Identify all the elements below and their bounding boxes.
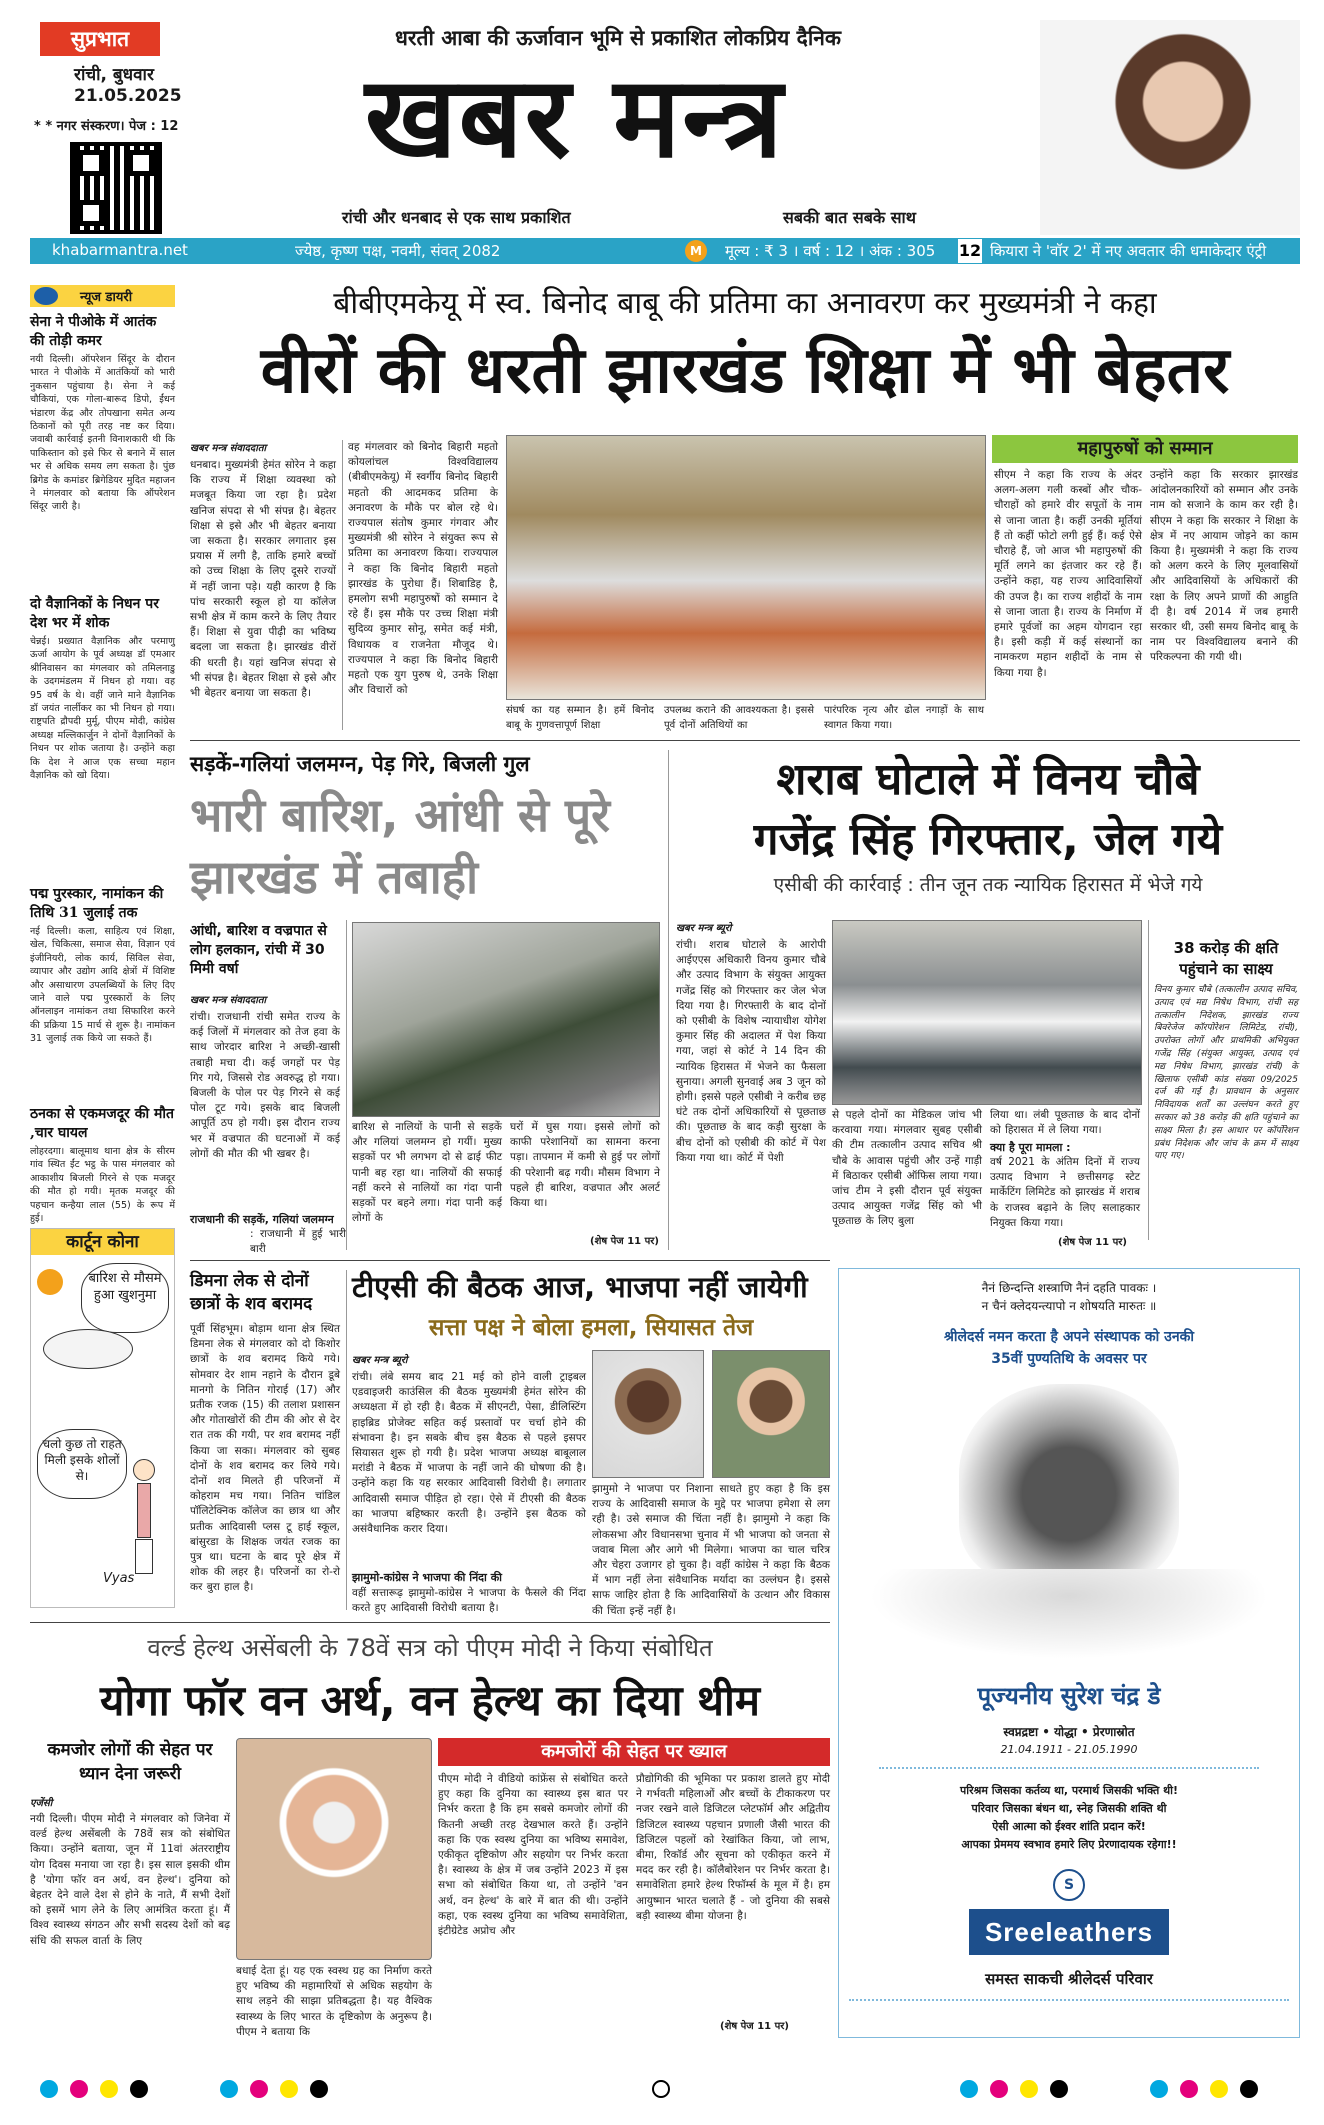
sidebar-item-1-title: सेना ने पीओके में आतंक की तोड़ी कमर	[30, 314, 157, 349]
cartoonist-signature: Vyas	[103, 1571, 135, 1586]
rain-col-1: रांची। राजधानी रांची समेत राज्य के कई जिलों में मंगलवार को तेज हवा के साथ जोरदार बारिश ने अच्छी-खासी तबाही मचा दी। कई जगहों पर पेड़ गिर गये, जिससे रोड अवरुद्ध हो गया। बिजली के पोल पर पेड़ गिरने से कई पोल टूट गये। इसके बाद बिजली आपूर्ति ठप हो गयी। इस दौरान राज्य भर में वज्रपात की घटनाओं में कई लोगों की मौत की भी खबर है।	[190, 1011, 340, 1160]
sub-tagline-right: सबकी बात सबके साथ	[783, 208, 916, 227]
rain-col-1b: : राजधानी में हुई भारी बारी	[250, 1228, 346, 1256]
edition-info: * * नगर संस्करण। पेज : 12	[34, 119, 179, 134]
sidebar-item-3-title: पद्म पुरस्कार, नामांकन की तिथि 31 जुलाई तक	[30, 886, 164, 921]
sub-tagline-left: रांची और धनबाद से एक साथ प्रकाशित	[342, 208, 571, 227]
portrait-sketch	[959, 1384, 1179, 1584]
liquor-headline-2: गजेंद्र सिंह गिरफ्तार, जेल गये	[753, 814, 1223, 865]
rain-headline: भारी बारिश, आंधी से पूरे झारखंड में तबाही	[190, 788, 610, 904]
yoga-side-headline: कमजोर लोगों की सेहत पर ध्यान देना जरूरी	[47, 1740, 213, 1784]
registration-marks	[0, 2070, 1324, 2110]
yoga-byline: एजेंसी	[30, 1798, 53, 1809]
rain-subhead-2: राजधानी की सड़कें, गलियां जलमग्न	[190, 1213, 334, 1226]
yoga-col-4: प्रौद्योगिकी की भूमिका पर प्रकाश डालते हुए मोदी ने गर्भवती महिलाओं और बच्चों के टीकाकरण पर नजर रखने वाले डिजिटल प्लेटफॉर्म और अद्वितीय डिजिटल स्वास्थ्य पहचान प्रणाली जैसी भारत की डिजिटल पहलों को रेखांकित किया, जो लाभ, बीमा, रिकॉर्ड और सूचना को एकीकृत करने में मदद कर रही है। कॉलैबोरेशन पर निर्भर करता है। समावेशिता हमारे हेल्थ रिफॉर्म्स के मूल में है। हम आयुष्मान भारत चलाते हैं - जो दुनिया की सबसे बड़ी स्वास्थ्य बीमा योजना है।	[636, 1773, 830, 1922]
cartoon-header: कार्टून कोना	[31, 1229, 174, 1255]
sidebar-item-2-title: दो वैज्ञानिकों के निधन पर देश भर में शोक	[30, 596, 159, 631]
arrest-photo	[832, 920, 1142, 1105]
teaser-text[interactable]: कियारा ने 'वॉर 2' में नए अवतार की धमाकेदार एंट्री	[990, 242, 1267, 260]
news-diary-header	[30, 285, 175, 307]
yoga-col-1: नयी दिल्ली। पीएम मोदी ने मंगलवार को जिनेवा में वर्ल्ड हेल्थ असेंबली के 78वें सत्र को संबोधित किया। उन्होंने बताया, जून में 11वां अंतरराष्ट्रीय योग दिवस मनाया जा रहा है। इस साल इसकी थीम है 'योगा फॉर वन अर्थ, वन हेल्थ'। दुनिया को बेहतर देने वाले देश से होने के नाते, मैं सभी देशों को इसमें भाग लेने के लिए आमंत्रित करता हूं। मैं विश्व स्वास्थ्य संगठन और सभी सदस्य देशों को बढ़ संधि की सफल वार्ता के लिए	[30, 1813, 230, 1947]
statue-unveiling-photo	[506, 435, 986, 700]
liquor-col-3: लिया था। लंबी पूछताछ के बाद दोनों को हिरासत में ले लिया गया।	[990, 1109, 1140, 1137]
news-diary-sidebar	[30, 285, 175, 1235]
mahapurush-col-1: सीएम ने कहा कि राज्य के अंदर अलग-अलग गली कस्बों और चौक-चौराहों को हमारे वीर सपूतों के नाम से जाना जाता है। कहीं उनकी मूर्तियां हैं तो कहीं फोटो लगी हुई हैं। कई ऐसे चौराहे हैं, जो आज भी महापुरुषों की मूर्ति लगने का इंतजार कर रहे हैं। उन्होंने कहा, यह राज्य आदिवासियों की उपज है। का राज्य शहीदों के नाम से जाना जाता है। राज्य के निर्माण में हमारे पूर्वजों का अहम योगदान रहा है। इसी कड़ी में कई संस्थानों का नामकरण महान शहीदों के नाम से किया गया है।	[994, 469, 1142, 679]
issue-date: 21.05.2025	[74, 86, 182, 106]
liquor-col-3b: वर्ष 2021 के अंतिम दिनों में राज्य उत्पाद विभाग ने छत्तीसगढ़ स्टेट मार्केटिंग लिमिटेड को झारखंड में शराब के राजस्व बढ़ाने के लिए सलाहकार नियुक्त किया गया।	[990, 1156, 1140, 1229]
masthead	[0, 0, 1324, 270]
yoga-kicker: वर्ल्ड हेल्थ असेंबली के 78वें सत्र को पीएम मोदी ने किया संबोधित	[147, 1634, 713, 1662]
liquor-continued: (शेष पेज 11 पर)	[1058, 1237, 1127, 1248]
tac-col-2: झामुमो ने भाजपा पर निशाना साधते हुए कहा है कि इस राज्य के आदिवासी समाज के मुद्दे पर भाजपा हमेशा से लग रही है। उसे समाज की चिंता नहीं है। झामुमो ने कहा कि लोकसभा और विधानसभा चुनाव में भी भाजपा को जनता से जवाब मिला और आगे भी मिलेगा। भाजपा का चाल चरित्र और चेहरा उजागर हो चुका है। वहीं कांग्रेस ने कहा कि बैठक में भाग नहीं लेना संवैधानिक मर्यादा का उल्लंघन है। इससे साफ जाहिर होता है कि आदिवासियों के उत्थान और विकास की चिंता इन्हें नहीं है।	[592, 1483, 830, 1617]
tac-headline: टीएसी की बैठक आज, भाजपा नहीं जायेगी	[352, 1270, 808, 1304]
tribute-intro-2: 35वीं पुण्यतिथि के अवसर पर	[991, 1351, 1147, 1367]
city-day: रांची, बुधवार	[74, 65, 154, 85]
cloud-drawing	[43, 1329, 133, 1369]
qr-code	[70, 142, 162, 234]
liquor-col-1: रांची। शराब घोटाले के आरोपी आईएएस अधिकारी विनय कुमार चौबे और उत्पाद विभाग के संयुक्त आयुक्त गजेंद्र सिंह को गिरफ्तार कर जेल भेज दिया गया है। गिरफ्तारी के बाद दोनों को एसीबी के विशेष न्यायाधीश योगेश कुमार सिंह की अदालत में पेश किया गया, जहां से कोर्ट ने 14 दिन की न्यायिक हिरासत में भेजने का फैसला सुनाया। अगली सुनवाई अब 3 जून को होगी। इससे पहले एसीबी ने करीब छह घंटे तक दोनों अधिकारियों से पूछताछ की। पूछताछ के बाद कड़ी सुरक्षा के बीच दोनों को एसीबी की कोर्ट में पेश किया गया था। कोर्ट में पेशी	[676, 939, 826, 1164]
lead-col-2: वह मंगलवार को बिनोद बिहारी महतो कोयलांचल विश्वविद्यालय (बीबीएमकेयू) में स्वर्गीय बिनोद बिहारी महतो की आदमकद प्रतिमा के अनावरण के मौके पर बोल रहे थे। राज्यपाल संतोष कुमार गंगवार और मुख्यमंत्री श्री सोरेन ने संयुक्त रूप से प्रतिमा का अनावरण किया। राज्यपाल ने कहा कि बिनोद बिहारी महतो झारखंड के पुरोधा हैं। शिबाडिह है, हमलोग सभी महापुरुषों को सम्मान दे रहे हैं। इस मौके पर उच्च शिक्षा मंत्री सुदिव्य कुमार सोनू, समेत कई मंत्री, विधायक व राजनेता मौजूद थे। राज्यपाल ने कहा कि बिनोद बिहारी महतो एक युग पुरुष थे, उनके शिक्षा और विचारों को	[348, 441, 498, 697]
tribute-roles: स्वप्नद्रष्टा • योद्धा • प्रेरणास्रोत	[1003, 1725, 1135, 1739]
teaser-page-number: 12	[958, 239, 982, 263]
yoga-headline: योगा फॉर वन अर्थ, वन हेल्थ का दिया थीम	[100, 1676, 760, 1725]
tac-col-1b: वहीं सत्तारूढ़ झामुमो-कांग्रेस ने भाजपा के फैसले की निंदा करते हुए आदिवासी विरोधी बताया है।	[352, 1587, 586, 1615]
cartoon-bubble-2: चलो कुछ तो राहत मिली इसके शोलों से।	[37, 1429, 127, 1499]
sidebar-item-2-body: चेन्नई। प्रख्यात वैज्ञानिक और परमाणु ऊर्जा आयोग के पूर्व अध्यक्ष डॉ एमआर श्रीनिवासन का मंगलवार को तमिलनाडु के उदगमंडलम में निधन हो गया। वह 95 वर्ष के थे। वहीं जाने माने वैज्ञानिक डॉ जयंत नार्लीकर का भी निधन हो गया। राष्ट्रपति द्रौपदी मुर्मू, पीएम मोदी, कांग्रेस अध्यक्ष मल्लिकार्जुन ने दोनों वैज्ञानिकों के निधन पर शोक जताया है। उन्होंने कहा कि देश ने आज एक सच्चा महान वैज्ञानिक को खो दिया।	[30, 636, 175, 782]
rain-col-2: बारिश से नालियों के पानी से सड़कें और गलियां जलमग्न हो गयीं। मुख्य सड़कों पर भी लगभग दो से ढाई फीट पानी बह रहा था। नालियों की सफाई नहीं करने से नालियों का गंदा पानी सड़कों पर बहने लगा। गंदा पानी कई लोगों के	[352, 1121, 502, 1225]
shloka-line-1: नैनं छिन्दन्ति शस्त्राणि नैनं दहति पावकः ।	[981, 1281, 1157, 1295]
liquor-kicker: एसीबी की कार्रवाई : तीन जून तक न्यायिक हिरासत में भेजे गये	[773, 874, 1203, 896]
lead-headline: वीरों की धरती झारखंड शिक्षा में भी बेहतर	[260, 334, 1230, 408]
babulal-marandi-photo	[712, 1350, 830, 1478]
cartoon-logo-icon	[37, 1269, 63, 1295]
tac-byline: खबर मन्त्र ब्यूरो	[352, 1355, 408, 1366]
website-link[interactable]: khabarmantra.net	[52, 241, 188, 259]
liquor-byline: खबर मन्त्र ब्यूरो	[676, 923, 732, 934]
panchang: ज्येष्ठ, कृष्ण पक्ष, नवमी, संवत् 2082	[295, 242, 501, 260]
cartoon-bubble-1: बारिश से मौसम हुआ खुशनुमा	[81, 1263, 169, 1333]
portrait-cloud	[869, 1569, 1269, 1659]
yoga-col-2: बधाई देता हूं। यह एक स्वस्थ ग्रह का निर्माण करते हुए भविष्य की महामारियों से अधिक सहयोग के साथ लड़ने की साझा प्रतिबद्धता है। यह वैश्विक स्वास्थ्य के लिए भारत के दृष्टिकोण के अनुरूप है। पीएम ने बताया कि	[236, 1965, 432, 2038]
fallen-tree-photo	[352, 922, 660, 1117]
tribute-quote-1: परिश्रम जिसका कर्तव्य था, परमार्थ जिसकी भक्ति थी!	[959, 1784, 1179, 1797]
sidebar-item-3-body: नई दिल्ली। कला, साहित्य एवं शिक्षा, खेल, चिकित्सा, समाज सेवा, विज्ञान एवं इंजीनियरी, लोक कार्य, सिविल सेवा, व्यापार और उद्योग आदि क्षेत्रों में विशिष्ट और असाधारण उपलब्धियों के लिए दिए जाने वाले पद्म पुरस्कारों के लिए ऑनलाइन नामांकन तथा सिफारिश करने की प्रक्रिया 15 मार्च से शुरू है। नामांकन 31 जुलाई तक किये जा सकते हैं।	[30, 926, 175, 1045]
tribute-quote-2: परिवार जिसका बंधन था, स्नेह जिसकी शक्ति थी	[971, 1802, 1167, 1815]
tribute-quote-4: आपका प्रेममय स्वभाव हमारे लिए प्रेरणादायक रहेगा!!	[961, 1838, 1177, 1851]
tribute-name: पूज्यनीय सुरेश चंद्र डे	[977, 1682, 1161, 1710]
tac-subhead: सत्ता पक्ष ने बोला हमला, सियासत तेज	[428, 1315, 754, 1341]
liquor-col-3-subhead: क्या है पूरा मामला :	[990, 1141, 1071, 1154]
cartoon-figure	[123, 1459, 163, 1579]
tribute-bottom-border	[849, 1999, 1289, 2001]
teaser-photo	[1040, 20, 1300, 235]
liquor-side-body: विनय कुमार चौबे (तत्कालीन उत्पाद सचिव, उत्पाद एवं मद्य निषेध विभाग, रांची सह तत्कालीन निदेशक, झारखंड राज्य बिवरेजेज कॉरपोरेशन लिमिटेड, रांची), उपरोक्त लोगों और प्राथमिकी अभियुक्त गजेंद्र सिंह (संयुक्त आयुक्त, उत्पाद एवं मद्य निषेध विभाग, झारखंड रांची) के खिलाफ एसीबी कांड संख्या 09/2025 दर्ज की गई है। प्रावधान के अनुसार निविदायक शर्तों का उल्लंघन करते हुए सरकार को 38 करोड़ की क्षति पहुंचाने का साक्ष्य मिला है। इस आधार पर कॉर्पोरेशन प्रबंध निदेशक और जांच के क्रम में साक्ष्य पाए गए।	[1154, 985, 1298, 1162]
tac-subhead-2: झामुमो-कांग्रेस ने भाजपा की निंदा की	[352, 1571, 503, 1584]
tribute-dates: 21.04.1911 - 21.05.1990	[1000, 1743, 1138, 1756]
brand-emblem-icon: S	[1053, 1869, 1085, 1901]
liquor-side-title: 38 करोड़ की क्षति पहुंचाने का साक्ष्य	[1173, 939, 1279, 978]
rain-subhead: आंधी, बारिश व वज्रपात से लोग हलकान, रांची में 30 मिमी वर्षा	[190, 923, 327, 977]
rain-kicker: सड़कें-गलियां जलमग्न, पेड़ गिरे, बिजली गुल	[190, 752, 530, 776]
dimna-body: पूर्वी सिंहभूम। बोड़ाम थाना क्षेत्र स्थित डिमना लेक से मंगलवार को दो किशोर छात्रों के शव बरामद किये गये। सोमवार देर शाम नहाने के दौरान डूबे मानगो के नितिन गोराई (17) और प्रतीक रजक (15) की तलाश प्रशासन और गोताखोरों की टीम की ओर से देर रात तक की गयी, पर शव बरामद नहीं किया जा सका। मंगलवार को सुबह दोनों के शव बरामद कर लिये गये। दोनों शव मिलते ही परिजनों में कोहराम मच गया। नितिन चांडिल पॉलिटेक्निक कॉलेज का छात्र था और प्रतीक आदिवासी प्लस टू हाई स्कूल, बांसुरडा के शिक्षक जयंत रजक का पुत्र था। घटना के बाद पूरे क्षेत्र में शोक की लहर है। परिजनों का रो-रो कर बुरा हाल है।	[190, 1323, 340, 1594]
tribute-quote-3: ऐसी आत्मा को ईश्वर शांति प्रदान करें!	[992, 1820, 1146, 1833]
sidebar-item-4-title: ठनका से एकमजदूर की मौत ,चार घायल	[30, 1106, 175, 1141]
tagline-top: धरती आबा की ऊर्जावान भूमि से प्रकाशित लोकप्रिय दैनिक	[395, 26, 842, 50]
sidebar-item-1-body: नयी दिल्ली। ऑपरेशन सिंदूर के दौरान भारत ने पीओके में आतंकियों को भारी नुकसान पहुंचाया है। सेना ने कई चौकियां, एक गोला-बारूद डिपो, ईंधन भंडारण केंद्र और तोपखाना समेत अन्य ठिकानों को पूरी तरह नष्ट कर दिया। जवाबी कार्रवाई इतनी विनाशकारी थी कि पाकिस्तान को इसे फिर से बनाने में साल भर से अधिक समय लग सकता है। पुंछ ब्रिगेड के कमांडर ब्रिगेडियर मुदित महाजन ने मंगलवार को बताया कि ऑपरेशन सिंदूर जारी है।	[30, 354, 175, 513]
cartoon-corner	[30, 1228, 175, 1608]
sidebar-item-4-body: लोहरदगा। बालूमाथ थाना क्षेत्र के सीरम गांव स्थित ईंट भट्ठ के पास मंगलवार को आकाशीय बिजली गिरने से एक मजदूर की मौत हो गयी। मृतक मजदूर की पहचान कन्हैया लाल (55) के रूप में हुई।	[30, 1146, 175, 1225]
lead-byline: खबर मन्त्र संवाददाता	[190, 443, 267, 454]
liquor-headline-1: शराब घोटाले में विनय चौबे	[776, 754, 1200, 805]
lead-col-3: संघर्ष का यह सम्मान है। हमें बिनोद बाबू के गुणवत्तापूर्ण शिक्षा	[506, 705, 654, 731]
lead-col-5: पारंपरिक नृत्य और ढोल नगाड़ों के साथ स्वागत किया गया।	[824, 705, 984, 731]
mahapurush-col-2: उन्होंने कहा कि सरकार झारखंड आंदोलनकारियों को सम्मान और उनके नाम को सजाने के काम कर रही है। सीएम ने कहा कि सरकार ने शिक्षा के क्षेत्र में नए आयाम जोड़ने का काम किया है। मुख्यमंत्री ने कहा कि राज्य को अलग करने के लिए मूलवासियों और आदिवासियों के अधिकारों की रक्षा के लिए अपने प्राणों की आहुति दी है। वर्ष 2014 में जब हमारी सरकार थी, उसी समय बिनोद बाबू के नाम पर विश्वविद्यालय बनाने की परिकल्पना की गयी थी।	[1150, 469, 1298, 664]
price-info: मूल्य : ₹ 3 । वर्ष : 12 । अंक : 305	[725, 242, 936, 260]
shloka-line-2: न चैनं क्लेदयन्त्यापो न शोषयति मारुतः ॥	[981, 1299, 1157, 1313]
tribute-intro-1: श्रीलेदर्स नमन करता है अपने संस्थापक को उनकी	[944, 1329, 1194, 1345]
brand-logo: Sreeleathers	[969, 1909, 1169, 1955]
pm-modi-photo	[236, 1738, 432, 1960]
yoga-col-3: पीएम मोदी ने वीडियो कांफ्रेंस से संबोधित करते हुए कहा कि दुनिया का स्वास्थ्य इस बात पर निर्भर करता है कि हम सबसे कमजोर लोगों की कितनी अच्छी तरह देखभाल करते हैं। उन्होंने कहा कि एक स्वस्थ दुनिया का भविष्य समावेश, एकीकृत दृष्टिकोण और सहयोग पर निर्भर करता है। स्वास्थ्य के क्षेत्र में जब उन्होंने 2023 में इस सभा को संबोधित किया था, तो उन्होंने 'वन अर्थ, वन हेल्थ' के बारे में बात की थी। उन्होंने कहा, एक स्वस्थ दुनिया का भविष्य समावेशिता, इंटीग्रेटेड अप्रोच और	[438, 1773, 628, 1938]
crosshair-icon	[652, 2080, 670, 2098]
dimna-headline: डिमना लेक से दोनों छात्रों के शव बरामद	[190, 1271, 313, 1314]
rain-col-3: घरों में घुस गया। इससे लोगों को काफी परेशानियों का सामना करना पड़ा। तापमान में कमी से हुई पर लोगों की परेशानी बढ़ गयी। मौसम विभाग ने पहले ही बारिश, वज्रपात और अलर्ट किया था।	[510, 1121, 660, 1210]
yoga-box-header: कमजोरों की सेहत पर ख्याल	[438, 1738, 830, 1766]
news-diary-title: न्यूज डायरी	[80, 290, 133, 305]
tribute-advertisement	[838, 1268, 1300, 2038]
mahapurush-header: महापुरुषों को सम्मान	[992, 435, 1298, 463]
tac-col-1: रांची। लंबे समय बाद 21 मई को होने वाली ट्राइबल एडवाइजरी काउंसिल की बैठक मुख्यमंत्री हेमंत सोरेन की अध्यक्षता में हो रही है। बैठक में सीएनटी, पेसा, डीलिस्टिंग हाइब्रिड प्रोजेक्ट सहित कई प्रस्तावों पर चर्चा होने की संभावना है। इन सबके बीच इस बैठक से पहले इसपर सियासत शुरू हो गयी है। प्रदेश भाजपा अध्यक्ष बाबूलाल मरांडी ने बैठक में भाजपा के नहीं जाने की घोषणा की है। उन्होंने कहा कि यह सरकार आदिवासी विरोधी है। लगातार आदिवासी समाज पीड़ित हो रहा। ऐसे में टीएसी की बैठक का भाजपा बहिष्कार करती है। उन्होंने इस बैठक को असंवैधानिक करार दिया।	[352, 1371, 586, 1536]
tribute-footer: समस्त साकची श्रीलेदर्स परिवार	[985, 1970, 1153, 1988]
hemant-soren-photo	[592, 1350, 704, 1478]
logo-badge-icon: M	[685, 240, 707, 262]
news-diary-logo-icon	[34, 287, 58, 305]
rain-byline: खबर मन्त्र संवाददाता	[190, 995, 267, 1006]
newspaper-logo: खबर मन्त्र	[365, 53, 785, 183]
yoga-continued: (शेष पेज 11 पर)	[720, 2021, 789, 2032]
lead-col-1: धनबाद। मुख्यमंत्री हेमंत सोरेन ने कहा कि राज्य में शिक्षा व्यवस्था को मजबूत किया जा रहा है। प्रदेश खनिज संपदा से भी संपन्न है। बेहतर शिक्षा से इसे और भी बेहतर बनाया जा सकता है। सरकार लगातार इस प्रयास में लगी है, ताकि हमारे बच्चों को उच्च शिक्षा के लिए दूसरे राज्यों में नहीं जाना पड़े। यही कारण है कि पांच सरकारी स्कूल हो या कॉलेज सभी क्षेत्र में काम करने के लिए तैयार हैं। शिक्षा से युवा पीढ़ी का भविष्य बदला जा सकता है। झारखंड वीरों की धरती है। यहां खनिज संपदा से भी संपन्न है। बेहतर शिक्षा से इसे और भी बेहतर बनाया जा सकता है।	[190, 459, 336, 700]
rain-continued: (शेष पेज 11 पर)	[590, 1236, 659, 1247]
lead-kicker: बीबीएमकेयू में स्व. बिनोद बाबू की प्रतिमा का अनावरण कर मुख्यमंत्री ने कहा	[333, 286, 1157, 321]
liquor-col-2: से पहले दोनों का मेडिकल जांच भी करवाया गया। मंगलवार सुबह एसीबी की टीम तत्कालीन उत्पाद सचिव श्री चौबे के आवास पहुंची और उन्हें गाड़ी में बिठाकर एसीबी ऑफिस लाया गया। जांच टीम ने इसी दौरान पूर्व संयुक्त उत्पाद आयुक्त गजेंद्र सिंह को भी पूछताछ के लिए बुला	[832, 1109, 982, 1228]
tribute-divider	[879, 1767, 1259, 1769]
edition-tag: सुप्रभात	[40, 22, 160, 56]
lead-col-4: उपलब्ध कराने की आवश्यकता है। इससे पूर्व दोनों अतिथियों का	[664, 705, 814, 731]
